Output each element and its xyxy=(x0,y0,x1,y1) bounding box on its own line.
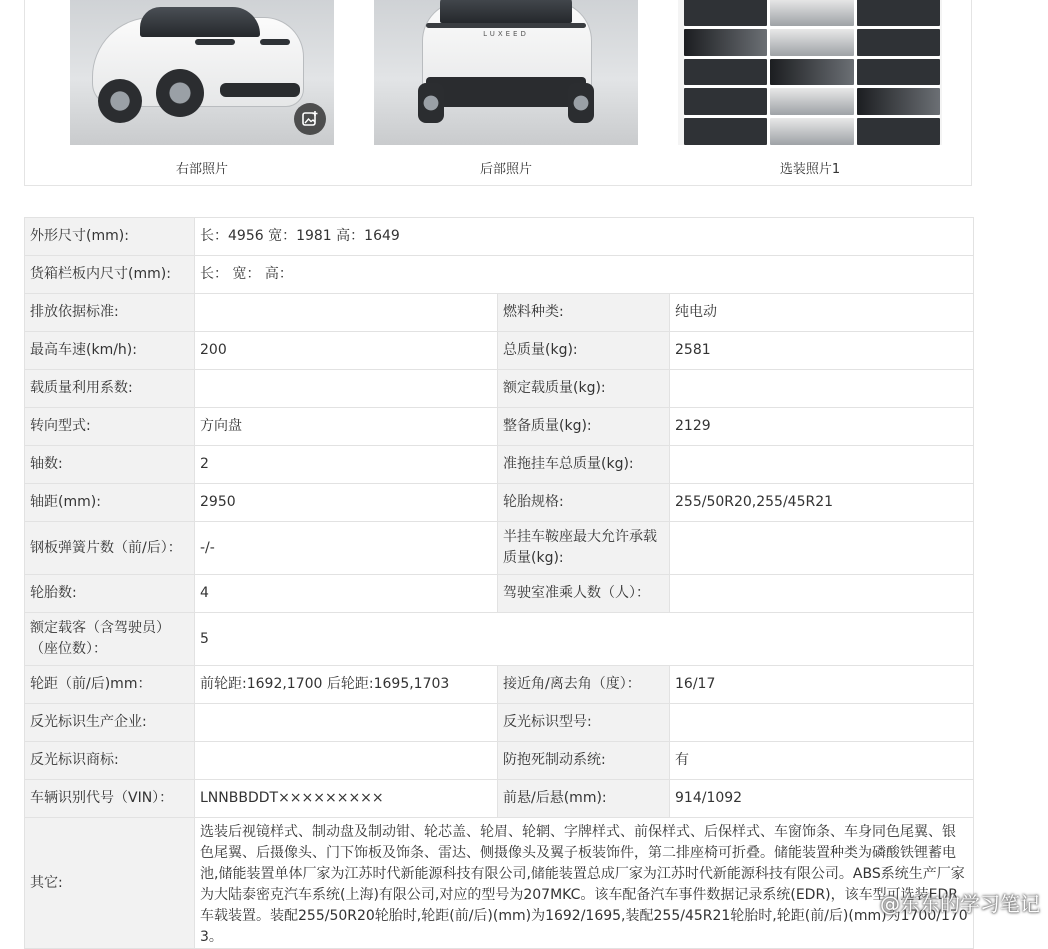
spec-key: 转向型式: xyxy=(25,408,195,446)
spec-key: 轴数: xyxy=(25,446,195,484)
right-side-car-image[interactable] xyxy=(70,0,334,145)
spec-value: 914/1092 xyxy=(670,780,974,818)
spec-key: 载质量利用系数: xyxy=(25,370,195,408)
spec-value: 方向盘 xyxy=(195,408,498,446)
spec-value xyxy=(195,370,498,408)
spec-row xyxy=(25,575,974,613)
spec-value: LNNBBDDT××××××××× xyxy=(195,780,498,818)
spec-key: 前悬/后悬(mm): xyxy=(498,780,670,818)
spec-value xyxy=(195,742,498,780)
optional-parts-image[interactable] xyxy=(678,0,942,145)
photo-caption: 选装照片1 xyxy=(779,162,841,177)
spec-row xyxy=(25,742,974,780)
spec-value: 选装后视镜样式、制动盘及制动钳、轮芯盖、轮眉、轮辋、字牌样式、前保样式、后保样式、车窗饰条、车身同色尾翼、银色尾翼、后摄像头、门下饰板及饰条、雷达、侧摄像头及翼子板装饰件，第二排座椅可折叠。储能装置种类为磷酸铁锂蓄电池,储能装置单体厂家为江苏时代新能源科技有限公司,储能装置总成厂家为江苏时代新能源科技有限公司。ABS系统生产厂家为大陆泰密克汽车系统(上海)有限公司,对应的型号为207MKC。该车配备汽车事件数据记录系统(EDR)，该车型可选装EDR车载装置。装配255/50R20轮胎时,轮距(前/后)(mm)为1692/1695,装配255/45R21轮胎时,轮距(前/后)(mm)为1700/1703。 xyxy=(195,818,974,949)
spec-row xyxy=(25,370,974,408)
spec-key: 半挂车鞍座最大允许承载质量(kg): xyxy=(498,522,670,575)
spec-key: 轴距(mm): xyxy=(25,484,195,522)
spec-value: 长：4956 宽：1981 高：1649 xyxy=(195,218,974,256)
image-search-button[interactable] xyxy=(294,103,326,135)
spec-row xyxy=(25,294,974,332)
spec-row xyxy=(25,408,974,446)
spec-value: 255/50R20,255/45R21 xyxy=(670,484,974,522)
spec-value xyxy=(670,522,974,575)
spec-key: 轮胎规格: xyxy=(498,484,670,522)
photo-caption: 右部照片 xyxy=(175,162,228,177)
spec-value: 长： 宽： 高： xyxy=(195,256,974,294)
spec-key: 钢板弹簧片数（前/后）： xyxy=(25,522,195,575)
spec-row xyxy=(25,446,974,484)
photo-gallery xyxy=(24,0,972,186)
spec-value: 2129 xyxy=(670,408,974,446)
spec-key: 防抱死制动系统: xyxy=(498,742,670,780)
spec-value: 纯电动 xyxy=(670,294,974,332)
spec-key: 货箱栏板内尺寸(mm): xyxy=(25,256,195,294)
add-photo-icon xyxy=(301,110,319,128)
spec-value xyxy=(670,446,974,484)
rear-brand-mark: LUXEED xyxy=(483,30,529,38)
spec-key: 排放依据标准: xyxy=(25,294,195,332)
watermark: @东东的学习笔记 xyxy=(880,892,1040,916)
spec-row xyxy=(25,522,974,575)
spec-row xyxy=(25,332,974,370)
spec-value: 有 xyxy=(670,742,974,780)
spec-value: -/- xyxy=(195,522,498,575)
spec-value: 5 xyxy=(195,613,974,666)
spec-value: 前轮距:1692,1700 后轮距:1695,1703 xyxy=(195,666,498,704)
spec-key: 驾驶室准乘人数（人）： xyxy=(498,575,670,613)
spec-value xyxy=(195,294,498,332)
spec-value: 16/17 xyxy=(670,666,974,704)
spec-row xyxy=(25,484,974,522)
spec-key: 反光标识生产企业: xyxy=(25,704,195,742)
spec-row xyxy=(25,704,974,742)
spec-value: 2581 xyxy=(670,332,974,370)
spec-key: 最高车速(km/h): xyxy=(25,332,195,370)
spec-value xyxy=(670,370,974,408)
spec-key: 额定载质量(kg): xyxy=(498,370,670,408)
photo-optional-1[interactable] xyxy=(678,0,942,177)
spec-row-dimensions xyxy=(25,218,974,256)
spec-row xyxy=(25,666,974,704)
spec-value xyxy=(670,575,974,613)
spec-value: 2 xyxy=(195,446,498,484)
spec-value xyxy=(670,704,974,742)
spec-row xyxy=(25,780,974,818)
vehicle-spec-table xyxy=(24,217,974,949)
spec-key: 接近角/离去角（度）： xyxy=(498,666,670,704)
spec-row xyxy=(25,613,974,666)
photo-rear[interactable] xyxy=(374,0,638,177)
spec-row-cargo xyxy=(25,256,974,294)
spec-key: 轮胎数: xyxy=(25,575,195,613)
spec-key: 额定载客（含驾驶员）（座位数）： xyxy=(25,613,195,666)
spec-key: 反光标识型号: xyxy=(498,704,670,742)
spec-row-other xyxy=(25,818,974,949)
photo-right[interactable] xyxy=(70,0,334,177)
spec-key: 总质量(kg): xyxy=(498,332,670,370)
spec-key: 其它: xyxy=(25,818,195,949)
spec-value: 2950 xyxy=(195,484,498,522)
spec-value xyxy=(195,704,498,742)
spec-key: 燃料种类: xyxy=(498,294,670,332)
spec-key: 车辆识别代号（VIN）： xyxy=(25,780,195,818)
spec-value: 200 xyxy=(195,332,498,370)
photo-caption: 后部照片 xyxy=(479,162,532,177)
spec-key: 整备质量(kg): xyxy=(498,408,670,446)
spec-key: 外形尺寸(mm): xyxy=(25,218,195,256)
spec-key: 准拖挂车总质量(kg): xyxy=(498,446,670,484)
spec-value: 4 xyxy=(195,575,498,613)
rear-car-image[interactable] xyxy=(374,0,638,145)
spec-key: 轮距（前/后)mm： xyxy=(25,666,195,704)
spec-key: 反光标识商标: xyxy=(25,742,195,780)
